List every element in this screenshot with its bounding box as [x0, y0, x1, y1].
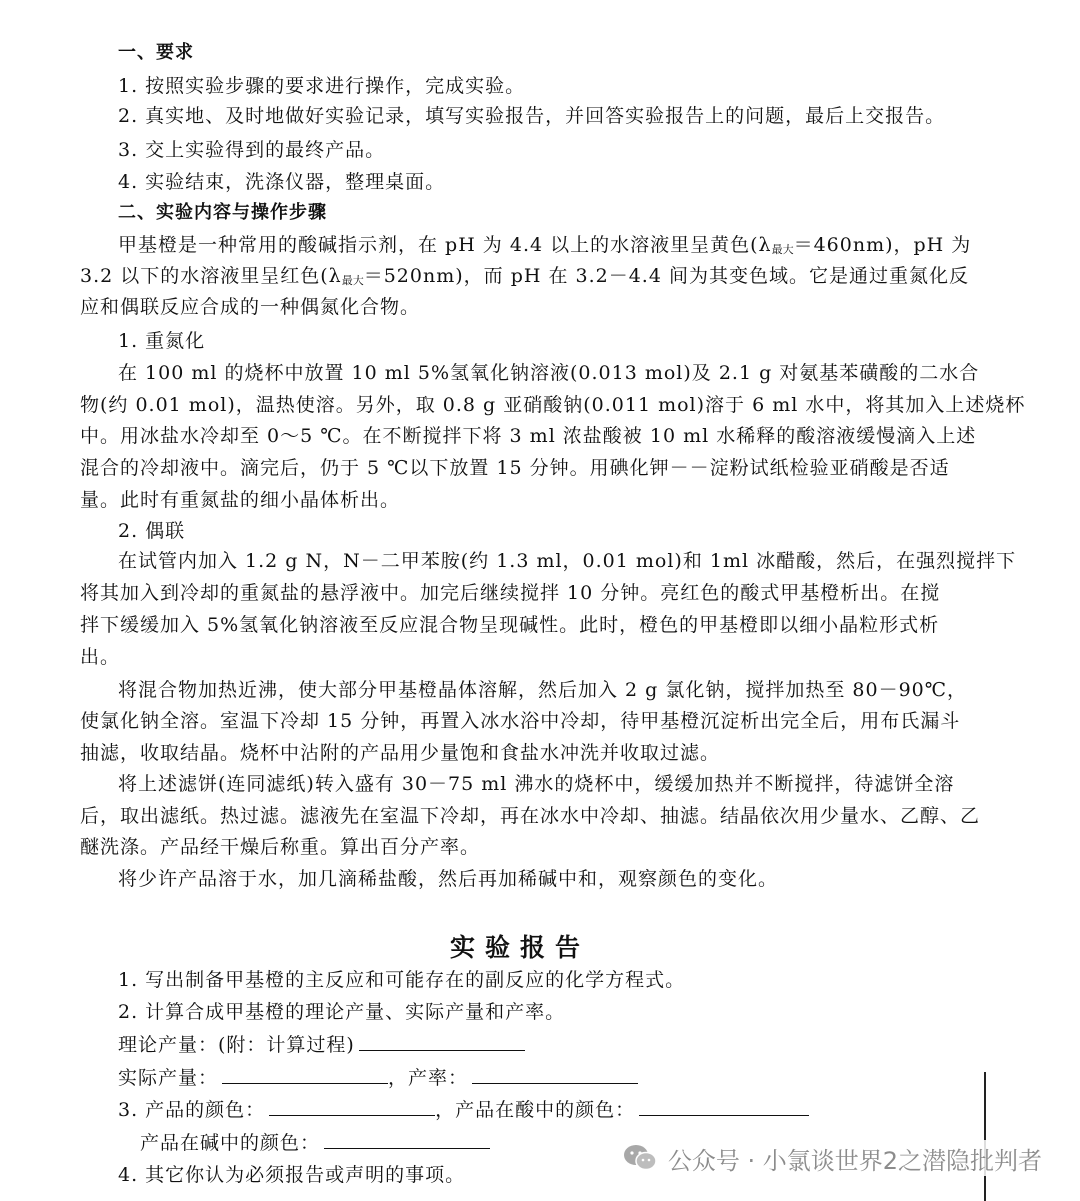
base-color-blank[interactable] [324, 1130, 490, 1149]
step1-line: 中。用冰盐水冷却至 0～5 ℃。在不断搅拌下将 3 ml 浓盐酸被 10 ml 水稀释的酸溶液缓慢滴入上述 [80, 425, 977, 447]
report-question-1: 1. 写出制备甲基橙的主反应和可能存在的副反应的化学方程式。 [118, 969, 686, 991]
requirement-item: 3. 交上实验得到的最终产品。 [118, 139, 386, 161]
step3-line: 将混合物加热近沸，使大部分甲基橙晶体溶解，然后加入 2 g 氯化钠，搅拌加热至 80－90℃， [118, 679, 968, 701]
intro-line: 甲基橙是一种常用的酸碱指示剂，在 pH 为 4.4 以上的水溶液里呈黄色(λ最大＝460nm)，pH 为 [118, 234, 972, 256]
requirement-item: 4. 实验结束，洗涤仪器，整理桌面。 [118, 171, 446, 193]
yield-rate-blank[interactable] [472, 1065, 638, 1084]
step2-line: 拌下缓缓加入 5%氢氧化钠溶液至反应混合物呈现碱性。此时，橙色的甲基橙即以细小晶粒形式析 [80, 614, 940, 636]
step4-line: 将上述滤饼(连同滤纸)转入盛有 30－75 ml 沸水的烧杯中，缓缓加热并不断搅拌，待滤饼全溶 [118, 773, 955, 795]
step5-line: 将少许产品溶于水，加几滴稀盐酸，然后再加稀碱中和，观察颜色的变化。 [118, 868, 779, 890]
step1-line: 混合的冷却液中。滴完后，仍于 5 ℃以下放置 15 分钟。用碘化钾－－淀粉试纸检验亚硝酸是否适 [80, 457, 950, 479]
step1-line: 物(约 0.01 mol)，温热使溶。另外，取 0.8 g 亚硝酸钠(0.011 mol)溶于 6 ml 水中，将其加入上述烧杯 [80, 394, 1026, 416]
intro-line: 应和偶联反应合成的一种偶氮化合物。 [80, 296, 421, 318]
content-heading: 二、实验内容与操作步骤 [118, 202, 327, 223]
wechat-icon [622, 1143, 658, 1173]
step1-line: 在 100 ml 的烧杯中放置 10 ml 5%氢氧化钠溶液(0.013 mol)及 2.1 g 对氨基苯磺酸的二水合 [118, 362, 980, 384]
page-edge-line [984, 1072, 986, 1201]
step4-line: 醚洗涤。产品经干燥后称重。算出百分产率。 [80, 836, 481, 858]
actual-yield-row [118, 1065, 638, 1091]
theoretical-yield-label: 理论产量：(附：计算过程) [118, 1034, 355, 1056]
step3-line: 抽滤，收取结晶。烧杯中沾附的产品用少量饱和食盐水冲洗并收取过滤。 [80, 742, 721, 764]
color-row [118, 1097, 809, 1123]
step2-line: 在试管内加入 1.2 g N，N－二甲苯胺(约 1.3 ml，0.01 mol)和 1ml 冰醋酸，然后，在强烈搅拌下 [118, 550, 1017, 572]
step4-line: 后，取出滤纸。热过滤。滤液先在室温下冷却，再在冰水中冷却、抽滤。结晶依次用少量水、乙醇、乙 [80, 805, 981, 827]
step1-title: 1. 重氮化 [118, 330, 206, 352]
report-question-2: 2. 计算合成甲基橙的理论产量、实际产量和产率。 [118, 1001, 566, 1023]
step3-line: 使氯化钠全溶。室温下冷却 15 分钟，再置入冰水浴中冷却，待甲基橙沉淀析出完全后，用布氏漏斗 [80, 710, 961, 732]
requirement-item: 1. 按照实验步骤的要求进行操作，完成实验。 [118, 75, 526, 97]
step2-title: 2. 偶联 [118, 520, 186, 542]
step2-line: 出。 [80, 646, 121, 668]
product-color-label: 3. 产品的颜色： [118, 1099, 266, 1121]
yield-rate-label: ，产率： [388, 1067, 469, 1089]
base-color-label: 产品在碱中的颜色： [140, 1132, 321, 1154]
report-title: 实验报告 [449, 933, 590, 962]
acid-color-blank[interactable] [639, 1097, 809, 1116]
step1-line: 量。此时有重氮盐的细小晶体析出。 [80, 489, 401, 511]
product-color-blank[interactable] [269, 1097, 435, 1116]
requirement-item: 2. 真实地、及时地做好实验记录，填写实验报告，并回答实验报告上的问题，最后上交报告。 [118, 105, 946, 127]
watermark [620, 1140, 1044, 1176]
actual-yield-blank[interactable] [222, 1065, 388, 1084]
theoretical-yield-blank[interactable] [359, 1032, 525, 1051]
base-color-row [140, 1130, 490, 1156]
watermark-text: 公众号 · 小氯谈世界2之潜隐批判者 [667, 1146, 1042, 1175]
step2-line: 将其加入到冷却的重氮盐的悬浮液中。加完后继续搅拌 10 分钟。亮红色的酸式甲基橙析出。在搅 [80, 582, 941, 604]
requirements-heading: 一、要求 [118, 42, 194, 63]
theoretical-yield-row [118, 1032, 525, 1058]
actual-yield-label: 实际产量： [118, 1067, 219, 1089]
acid-color-label: ，产品在酸中的颜色： [435, 1099, 636, 1121]
intro-line: 3.2 以下的水溶液里呈红色(λ最大＝520nm)，而 pH 在 3.2－4.4 间为其变色域。它是通过重氮化反 [80, 265, 969, 287]
report-question-4: 4. 其它你认为必须报告或声明的事项。 [118, 1164, 466, 1186]
